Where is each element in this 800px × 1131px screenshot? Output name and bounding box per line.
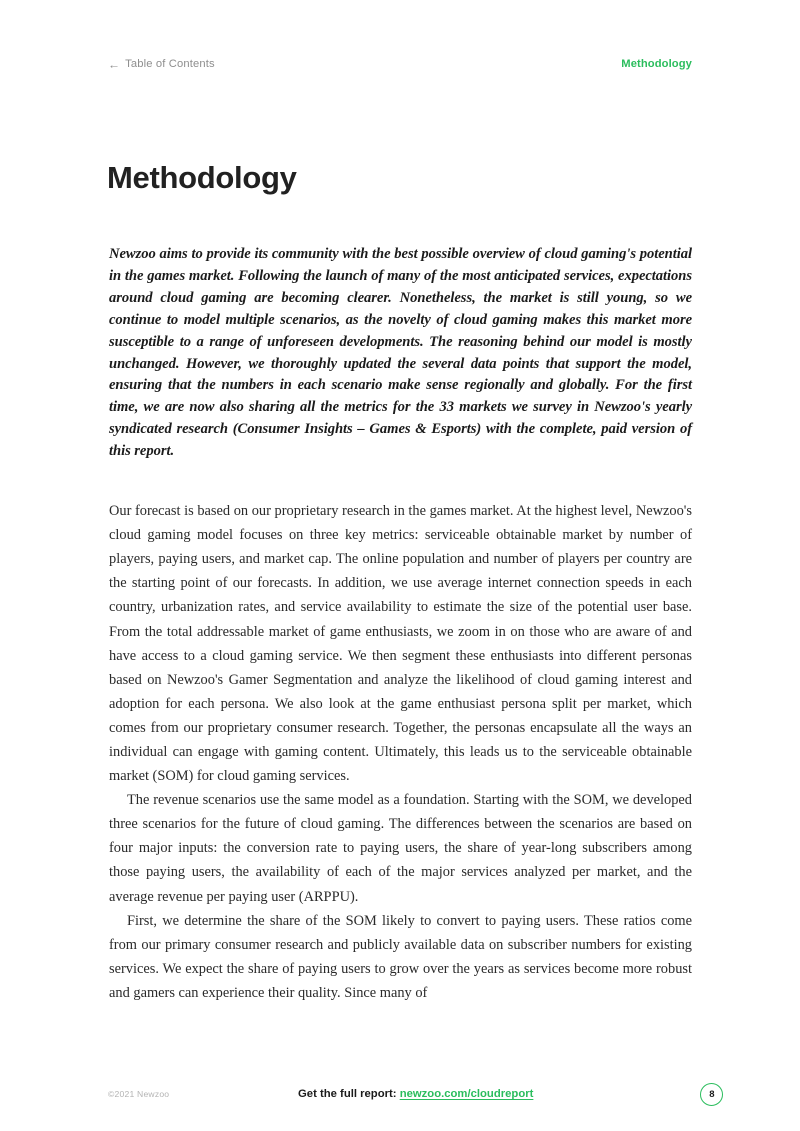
document-content	[109, 244, 692, 1005]
full-report-cta	[298, 1088, 533, 1100]
arrow-left-icon: ←	[108, 57, 121, 72]
body-paragraph-2: The revenue scenarios use the same model as a foundation. Starting with the SOM, we developed three scenarios for the future of cloud gaming. The differences between the scenarios are based on four major inputs: the conversion rate to paying users, the share of year-long subscribers among those paying users, the availability of each of the major services analyzed per market, and the average revenue per paying user (ARPPU).	[109, 792, 692, 905]
full-report-cta-label: Get the full report:	[298, 1088, 400, 1100]
body-paragraph-1: Our forecast is based on our proprietary research in the games market. At the highest level, Newzoo's cloud gaming model focuses on three key metrics: serviceable obtainable market by number of players, paying users, and market cap. The online population and number of players per country are the starting point of our forecasts. In addition, we use average internet connection speeds in each country, urbanization rates, and service availability to estimate the size of the potential user base. From the total addressable market of game enthusiasts, we zoom in on those who are aware of and have access to a cloud gaming service. We then segment these enthusiasts into different personas based on Newzoo's Gamer Segmentation and analyze the likelihood of cloud gaming interest and adoption for each persona. We also look at the game enthusiast persona split per market, which comes from our proprietary consumer research. Together, the personas encapsulate all the ways an individual can engage with gaming content. Ultimately, this leads us to the serviceable obtainable market (SOM) for cloud gaming services.	[109, 503, 692, 785]
page-title: Methodology	[107, 160, 297, 195]
copyright-text: ©2021 Newzoo	[108, 1089, 170, 1099]
page-number: 8	[700, 1083, 723, 1106]
lead-paragraph: Newzoo aims to provide its community with the best possible overview of cloud gaming's potential in the games market. Following the launch of many of the most anticipated services, expectations around cloud gaming are becoming clearer. Nonetheless, the market is still young, so we continue to model multiple scenarios, as the novelty of cloud gaming makes this market more susceptible to a range of unforeseen developments. The reasoning behind our model is mostly unchanged. However, we thoroughly updated the several data points that support the model, ensuring that the numbers in each scenario make sense regionally and globally. For the first time, we are now also sharing all the metrics for the 33 markets we survey in Newzoo's yearly syndicated research (Consumer Insights – Games & Esports) with the complete, paid version of this report.	[109, 246, 692, 460]
page-header	[108, 56, 692, 74]
table-of-contents-link[interactable]	[108, 59, 215, 71]
body-text-block	[109, 499, 692, 1005]
table-of-contents-label: Table of Contents	[125, 58, 215, 71]
header-section-label: Methodology	[621, 58, 692, 71]
full-report-link[interactable]: newzoo.com/cloudreport	[399, 1088, 534, 1100]
page-footer	[108, 1081, 715, 1107]
page-number-badge	[533, 1083, 723, 1106]
body-paragraph-3: First, we determine the share of the SOM likely to convert to paying users. These ratios come from our primary consumer research and publicly available data on subscriber numbers for existing services. We expect the share of paying users to grow over the years as services become more robust and gamers can experience their quality. Since many of	[109, 912, 692, 1001]
